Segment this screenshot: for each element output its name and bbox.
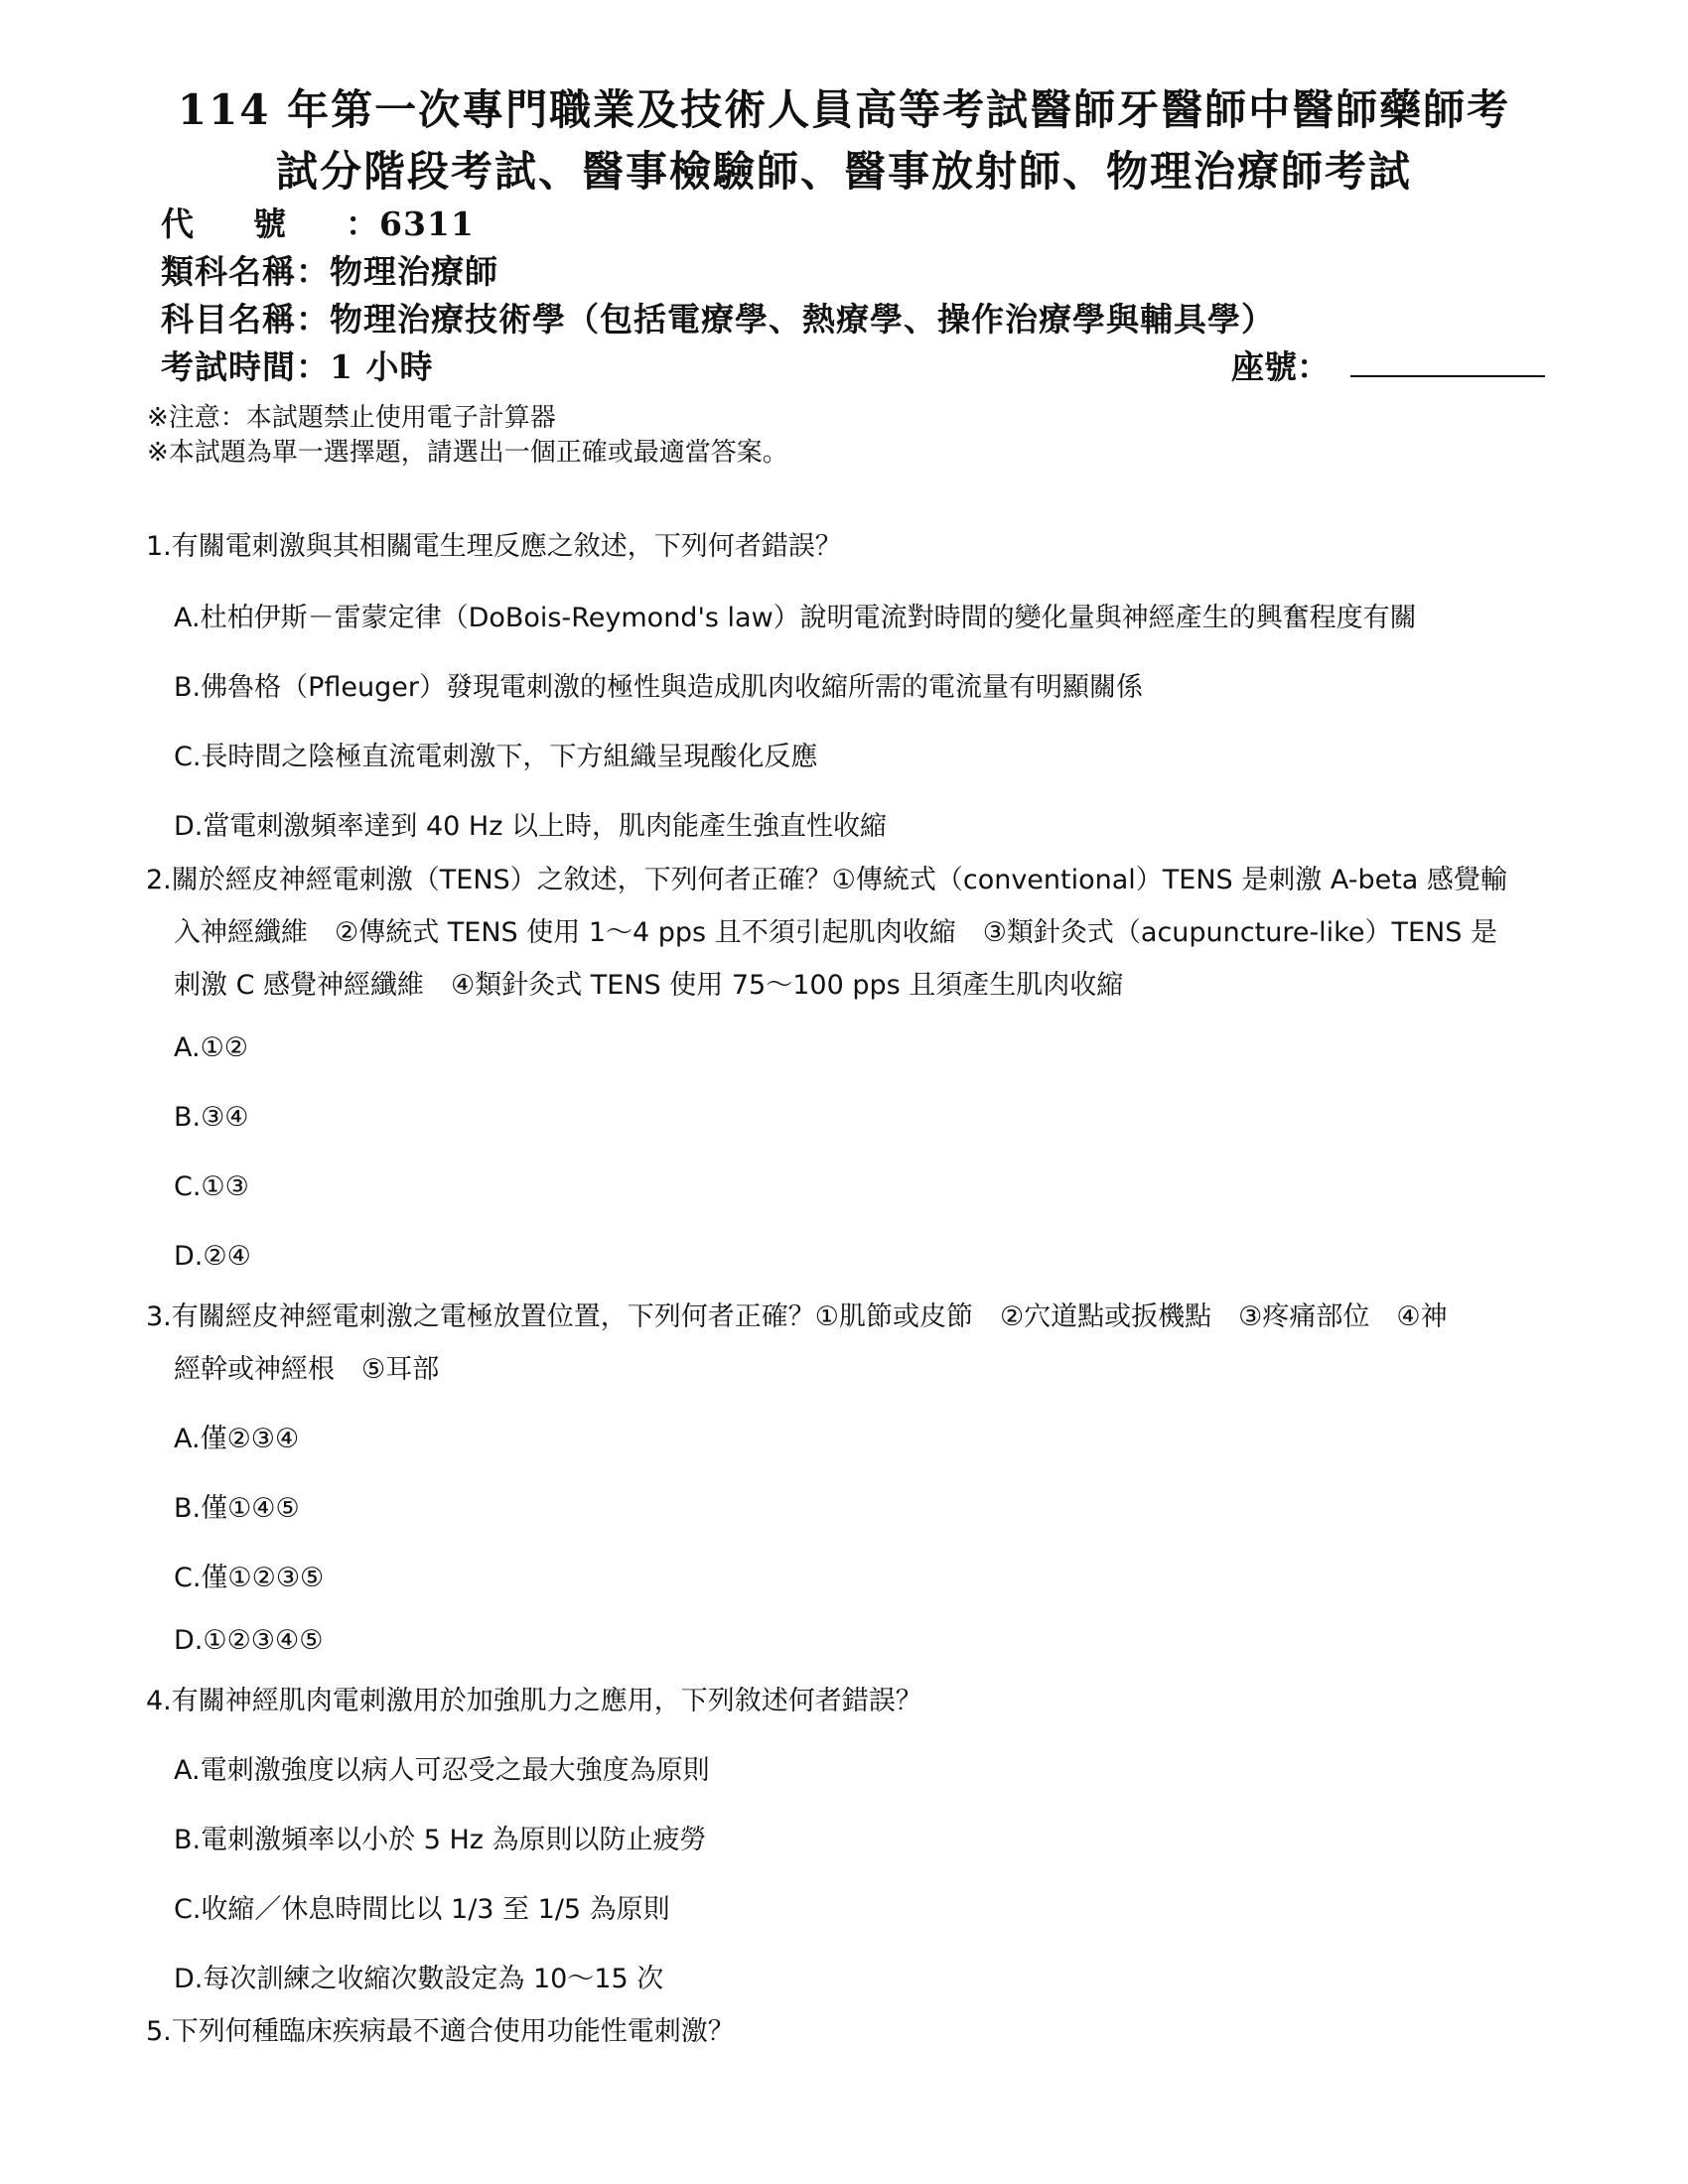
- exam-code: [161, 199, 475, 245]
- exam-category: 類科名稱：物理治療師: [161, 252, 498, 291]
- question-2-option-b: B.③④: [174, 1102, 249, 1133]
- question-3-option-d: D.①②③④⑤: [174, 1625, 324, 1656]
- question-2-option-a: A.①②: [174, 1032, 248, 1063]
- exam-title-line-1: 114 年第一次專門職業及技術人員高等考試醫師牙醫師中醫師藥師考: [177, 85, 1511, 134]
- question-2-option-c: C.①③: [174, 1171, 249, 1202]
- question-3-stem-line-1: 3.有關經皮神經電刺激之電極放置位置，下列何者正確？①肌節或皮節 ②穴道點或扳機點 ③疼痛部位 ④神: [146, 1301, 1448, 1332]
- exam-time: 考試時間：1 小時: [161, 347, 434, 386]
- question-3-option-b: B.僅①④⑤: [174, 1493, 300, 1524]
- seat-number-label: 座號：: [1231, 347, 1330, 386]
- question-2-stem-line-1: 2.關於經皮神經電刺激（TENS）之敘述，下列何者正確？①傳統式（conventional）TENS 是刺激 A-beta 感覺輸: [146, 865, 1507, 895]
- exam-code-label: 代號: [161, 205, 346, 243]
- question-1-option-a: A.杜柏伊斯－雷蒙定律（DoBois-Reymond's law）說明電流對時間的變化量與神經產生的興奮程度有關: [174, 603, 1417, 633]
- question-1-option-b: B.佛魯格（Pfleuger）發現電刺激的極性與造成肌肉收縮所需的電流量有明顯關係: [174, 672, 1143, 703]
- question-4-option-d: D.每次訓練之收縮次數設定為 10～15 次: [174, 1964, 664, 1994]
- question-1-option-d: D.當電刺激頻率達到 40 Hz 以上時，肌肉能產生強直性收縮: [174, 811, 887, 842]
- question-4-option-c: C.收縮／休息時間比以 1/3 至 1/5 為原則: [174, 1894, 670, 1925]
- notice-single-choice: ※本試題為單一選擇題，請選出一個正確或最適當答案。: [147, 438, 788, 468]
- exam-title-line-2: 試分階段考試、醫事檢驗師、醫事放射師、物理治療師考試: [275, 147, 1412, 196]
- question-3-option-c: C.僅①②③⑤: [174, 1563, 325, 1593]
- question-1-option-c: C.長時間之陰極直流電刺激下，下方組織呈現酸化反應: [174, 742, 818, 772]
- question-3-stem-line-2: 經幹或神經根 ⑤耳部: [174, 1354, 440, 1385]
- question-1-stem: 1.有關電刺激與其相關電生理反應之敘述，下列何者錯誤？: [146, 531, 842, 562]
- seat-number-blank: [1350, 375, 1545, 377]
- question-4-option-a: A.電刺激強度以病人可忍受之最大強度為原則: [174, 1755, 710, 1786]
- question-4-option-b: B.電刺激頻率以小於 5 Hz 為原則以防止疲勞: [174, 1825, 707, 1855]
- exam-code-value: ：6311: [346, 205, 475, 243]
- question-2-stem-line-2: 入神經纖維 ②傳統式 TENS 使用 1～4 pps 且不須引起肌肉收縮 ③類針灸式（acupuncture-like）TENS 是: [174, 917, 1497, 948]
- notice-no-calculator: ※注意：本試題禁止使用電子計算器: [147, 403, 556, 433]
- question-5-stem: 5.下列何種臨床疾病最不適合使用功能性電刺激？: [146, 2016, 735, 2047]
- question-4-stem: 4.有關神經肌肉電刺激用於加強肌力之應用，下列敘述何者錯誤？: [146, 1686, 922, 1716]
- question-3-option-a: A.僅②③④: [174, 1424, 300, 1454]
- exam-subject: 科目名稱：物理治療技術學（包括電療學、熱療學、操作治療學與輔具學）: [161, 300, 1275, 339]
- question-2-stem-line-3: 刺激 C 感覺神經纖維 ④類針灸式 TENS 使用 75～100 pps 且須產生肌肉收縮: [174, 970, 1124, 1001]
- question-2-option-d: D.②④: [174, 1241, 251, 1272]
